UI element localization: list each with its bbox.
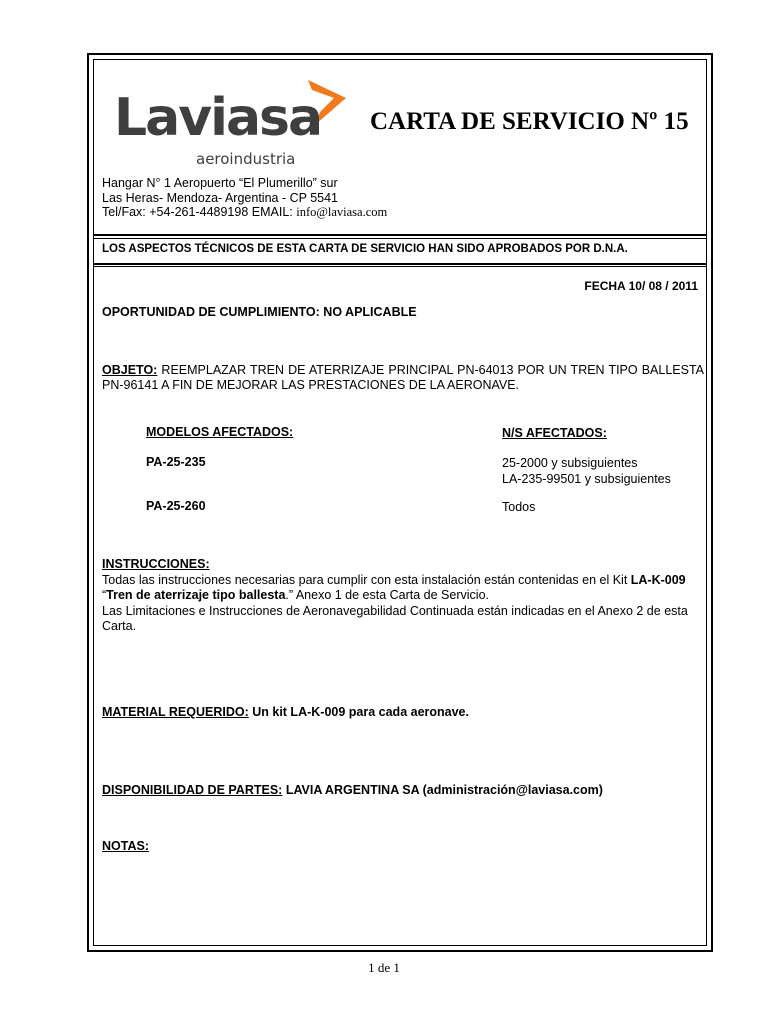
model-item: PA-25-260 bbox=[146, 499, 206, 513]
instructions-text bbox=[102, 573, 698, 604]
material-label: MATERIAL REQUERIDO: bbox=[102, 705, 249, 719]
header-section bbox=[94, 60, 706, 236]
instructions-label: INSTRUCCIONES: bbox=[102, 557, 210, 571]
objective-paragraph bbox=[102, 363, 704, 393]
notes-label: NOTAS: bbox=[102, 839, 149, 853]
logo-subtitle: aeroindustria bbox=[196, 150, 296, 168]
logo-wordmark: Laviasa bbox=[114, 88, 322, 148]
approval-notice-section bbox=[94, 238, 706, 265]
page-number: 1 de 1 bbox=[368, 960, 400, 975]
objective-text: REEMPLAZAR TREN DE ATERRIZAJE PRINCIPAL PN-64013 POR UN TREN TIPO BALLESTA PN-96141 A FIN DE MEJORAR LAS PRESTACIONES DE LA AERONAVE. bbox=[102, 363, 704, 392]
contact-phone: Tel/Fax: +54-261-4489198 EMAIL: bbox=[102, 205, 297, 219]
model-item: PA-25-235 bbox=[146, 455, 206, 469]
kit-name: Tren de aterrizaje tipo ballesta bbox=[106, 588, 286, 602]
availability-text: LAVIA ARGENTINA SA (administración@laviasa.com) bbox=[282, 783, 603, 797]
quote-open: “ bbox=[102, 588, 107, 602]
instructions-line: Todas las instrucciones necesarias para cumplir con esta instalación están contenidas en el Kit bbox=[102, 572, 631, 587]
models-header: MODELOS AFECTADOS: bbox=[146, 425, 294, 439]
parts-availability bbox=[102, 783, 603, 797]
serial-item: 25-2000 y subsiguientes bbox=[502, 456, 638, 470]
serial-list bbox=[502, 455, 671, 487]
serials-header: N/S AFECTADOS: bbox=[502, 426, 607, 440]
document-date: FECHA 10/ 08 / 2011 bbox=[584, 279, 698, 293]
company-address bbox=[102, 176, 387, 220]
document-title: CARTA DE SERVICIO Nº 15 bbox=[370, 108, 689, 135]
required-material bbox=[102, 705, 469, 719]
serial-item: LA-235-99501 y subsiguientes bbox=[502, 472, 671, 486]
compliance-opportunity: OPORTUNIDAD DE CUMPLIMIENTO: NO APLICABLE bbox=[102, 305, 417, 319]
kit-code: LA-K-009 bbox=[630, 572, 686, 587]
contact-email[interactable]: info@laviasa.com bbox=[296, 205, 388, 219]
serial-item: Todos bbox=[502, 500, 536, 514]
document-inner-frame bbox=[93, 59, 707, 946]
body-section bbox=[94, 266, 706, 945]
document-frame bbox=[87, 53, 713, 952]
laviasa-logo bbox=[114, 68, 344, 168]
instructions-block bbox=[102, 557, 698, 635]
contact-line bbox=[102, 205, 387, 220]
instructions-limitations: Las Limitaciones e Instrucciones de Aeronavegabilidad Continuada están indicadas en el Anexo 2 de esta Carta. bbox=[102, 603, 688, 633]
address-line: Hangar N° 1 Aeropuerto “El Plumerillo” sur bbox=[102, 176, 338, 190]
availability-label: DISPONIBILIDAD DE PARTES: bbox=[102, 783, 283, 797]
approval-notice: LOS ASPECTOS TÉCNICOS DE ESTA CARTA DE SERVICIO HAN SIDO APROBADOS POR D.N.A. bbox=[102, 243, 628, 255]
serial-list bbox=[502, 499, 535, 515]
instructions-line: .” Anexo 1 de esta Carta de Servicio. bbox=[285, 588, 489, 602]
material-text: Un kit LA-K-009 para cada aeronave. bbox=[248, 705, 469, 719]
objective-label: OBJETO: bbox=[102, 363, 158, 377]
address-line: Las Heras- Mendoza- Argentina - CP 5541 bbox=[102, 190, 339, 205]
